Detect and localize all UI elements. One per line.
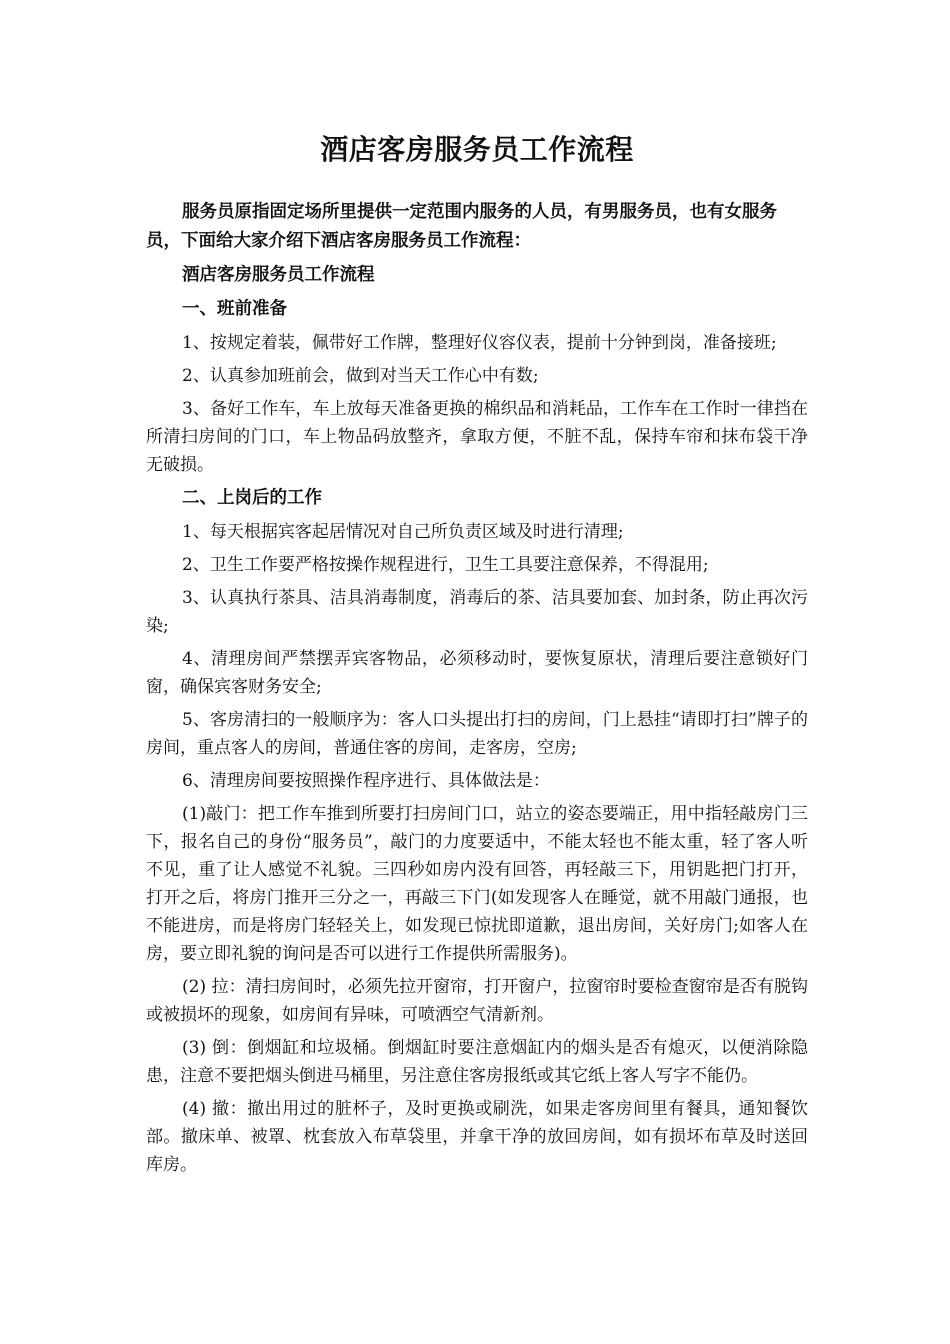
section-heading-1: 一、班前准备 [182, 299, 287, 319]
subtitle: 酒店客房服务员工作流程 [182, 265, 375, 285]
procedure-pull: (2) 拉：清扫房间时，必须先拉开窗帘，打开窗户，拉窗帘时要检查窗帘是否有脱钩或被损坏的现象，如房间有异味，可喷洒空气清新剂。 [146, 977, 808, 1025]
procedure-remove: (4) 撤：撤出用过的脏杯子，及时更换或刷洗，如果走客房间里有餐具，通知餐饮部。撤床单、被罩、枕套放入布草袋里，并拿干净的放回房间，如有损坏布草及时送回库房。 [146, 1099, 808, 1175]
procedure-knock: (1)敲门：把工作车推到所要打扫房间门口，站立的姿态要端正，用中指轻敲房门三下，报名自己的身份“服务员”，敲门的力度要适中，不能太轻也不能太重，轻了客人听不见，重了让人感觉不礼貌。三四秒如房内没有回答，再轻敲三下，用钥匙把门打开，打开之后，将房门推开三分之一，再敲三下门(如发现客人在睡觉，就不用敲门通报，也不能进房，而是将房门轻轻关上，如发现已惊扰即道歉，退出房间，关好房门;如客人在房，要立即礼貌的询问是否可以进行工作提供所需服务)。 [146, 804, 808, 964]
section1-item-2: 2、认真参加班前会，做到对当天工作心中有数; [182, 366, 539, 386]
procedure-empty: (3) 倒：倒烟缸和垃圾桶。倒烟缸时要注意烟缸内的烟头是否有熄灭，以便消除隐患，注意不要把烟头倒进马桶里，另注意住客房报纸或其它纸上客人写字不能仍。 [146, 1038, 808, 1086]
section1-item-3: 3、备好工作车，车上放每天准备更换的棉织品和消耗品，工作车在工作时一律挡在所清扫房间的门口，车上物品码放整齐，拿取方便，不脏不乱，保持车帘和抹布袋干净无破损。 [146, 399, 808, 475]
intro-paragraph: 服务员原指固定场所里提供一定范围内服务的人员，有男服务员，也有女服务员，下面给大家介绍下酒店客房服务员工作流程： [146, 202, 777, 251]
section2-item-1: 1、每天根据宾客起居情况对自己所负责区域及时进行清理; [182, 522, 624, 542]
document-page [146, 128, 808, 1184]
section2-item-3: 3、认真执行茶具、洁具消毒制度，消毒后的茶、洁具要加套、加封条，防止再次污染; [146, 588, 808, 636]
section2-item-2: 2、卫生工作要严格按操作规程进行，卫生工具要注意保养，不得混用; [182, 555, 709, 575]
section-heading-2: 二、上岗后的工作 [182, 488, 322, 508]
section1-item-1: 1、按规定着装，佩带好工作牌，整理好仪容仪表，提前十分钟到岗，准备接班; [182, 333, 777, 353]
section2-item-4: 4、清理房间严禁摆弄宾客物品，必须移动时，要恢复原状，清理后要注意锁好门窗，确保宾客财务安全; [146, 649, 808, 697]
section2-item-6: 6、清理房间要按照操作程序进行、具体做法是： [182, 771, 550, 791]
document-title: 酒店客房服务员工作流程 [320, 133, 634, 166]
section2-item-5: 5、客房清扫的一般顺序为：客人口头提出打扫的房间，门上悬挂“请即打扫”牌子的房间，重点客人的房间，普通住客的房间，走客房，空房; [146, 710, 808, 758]
